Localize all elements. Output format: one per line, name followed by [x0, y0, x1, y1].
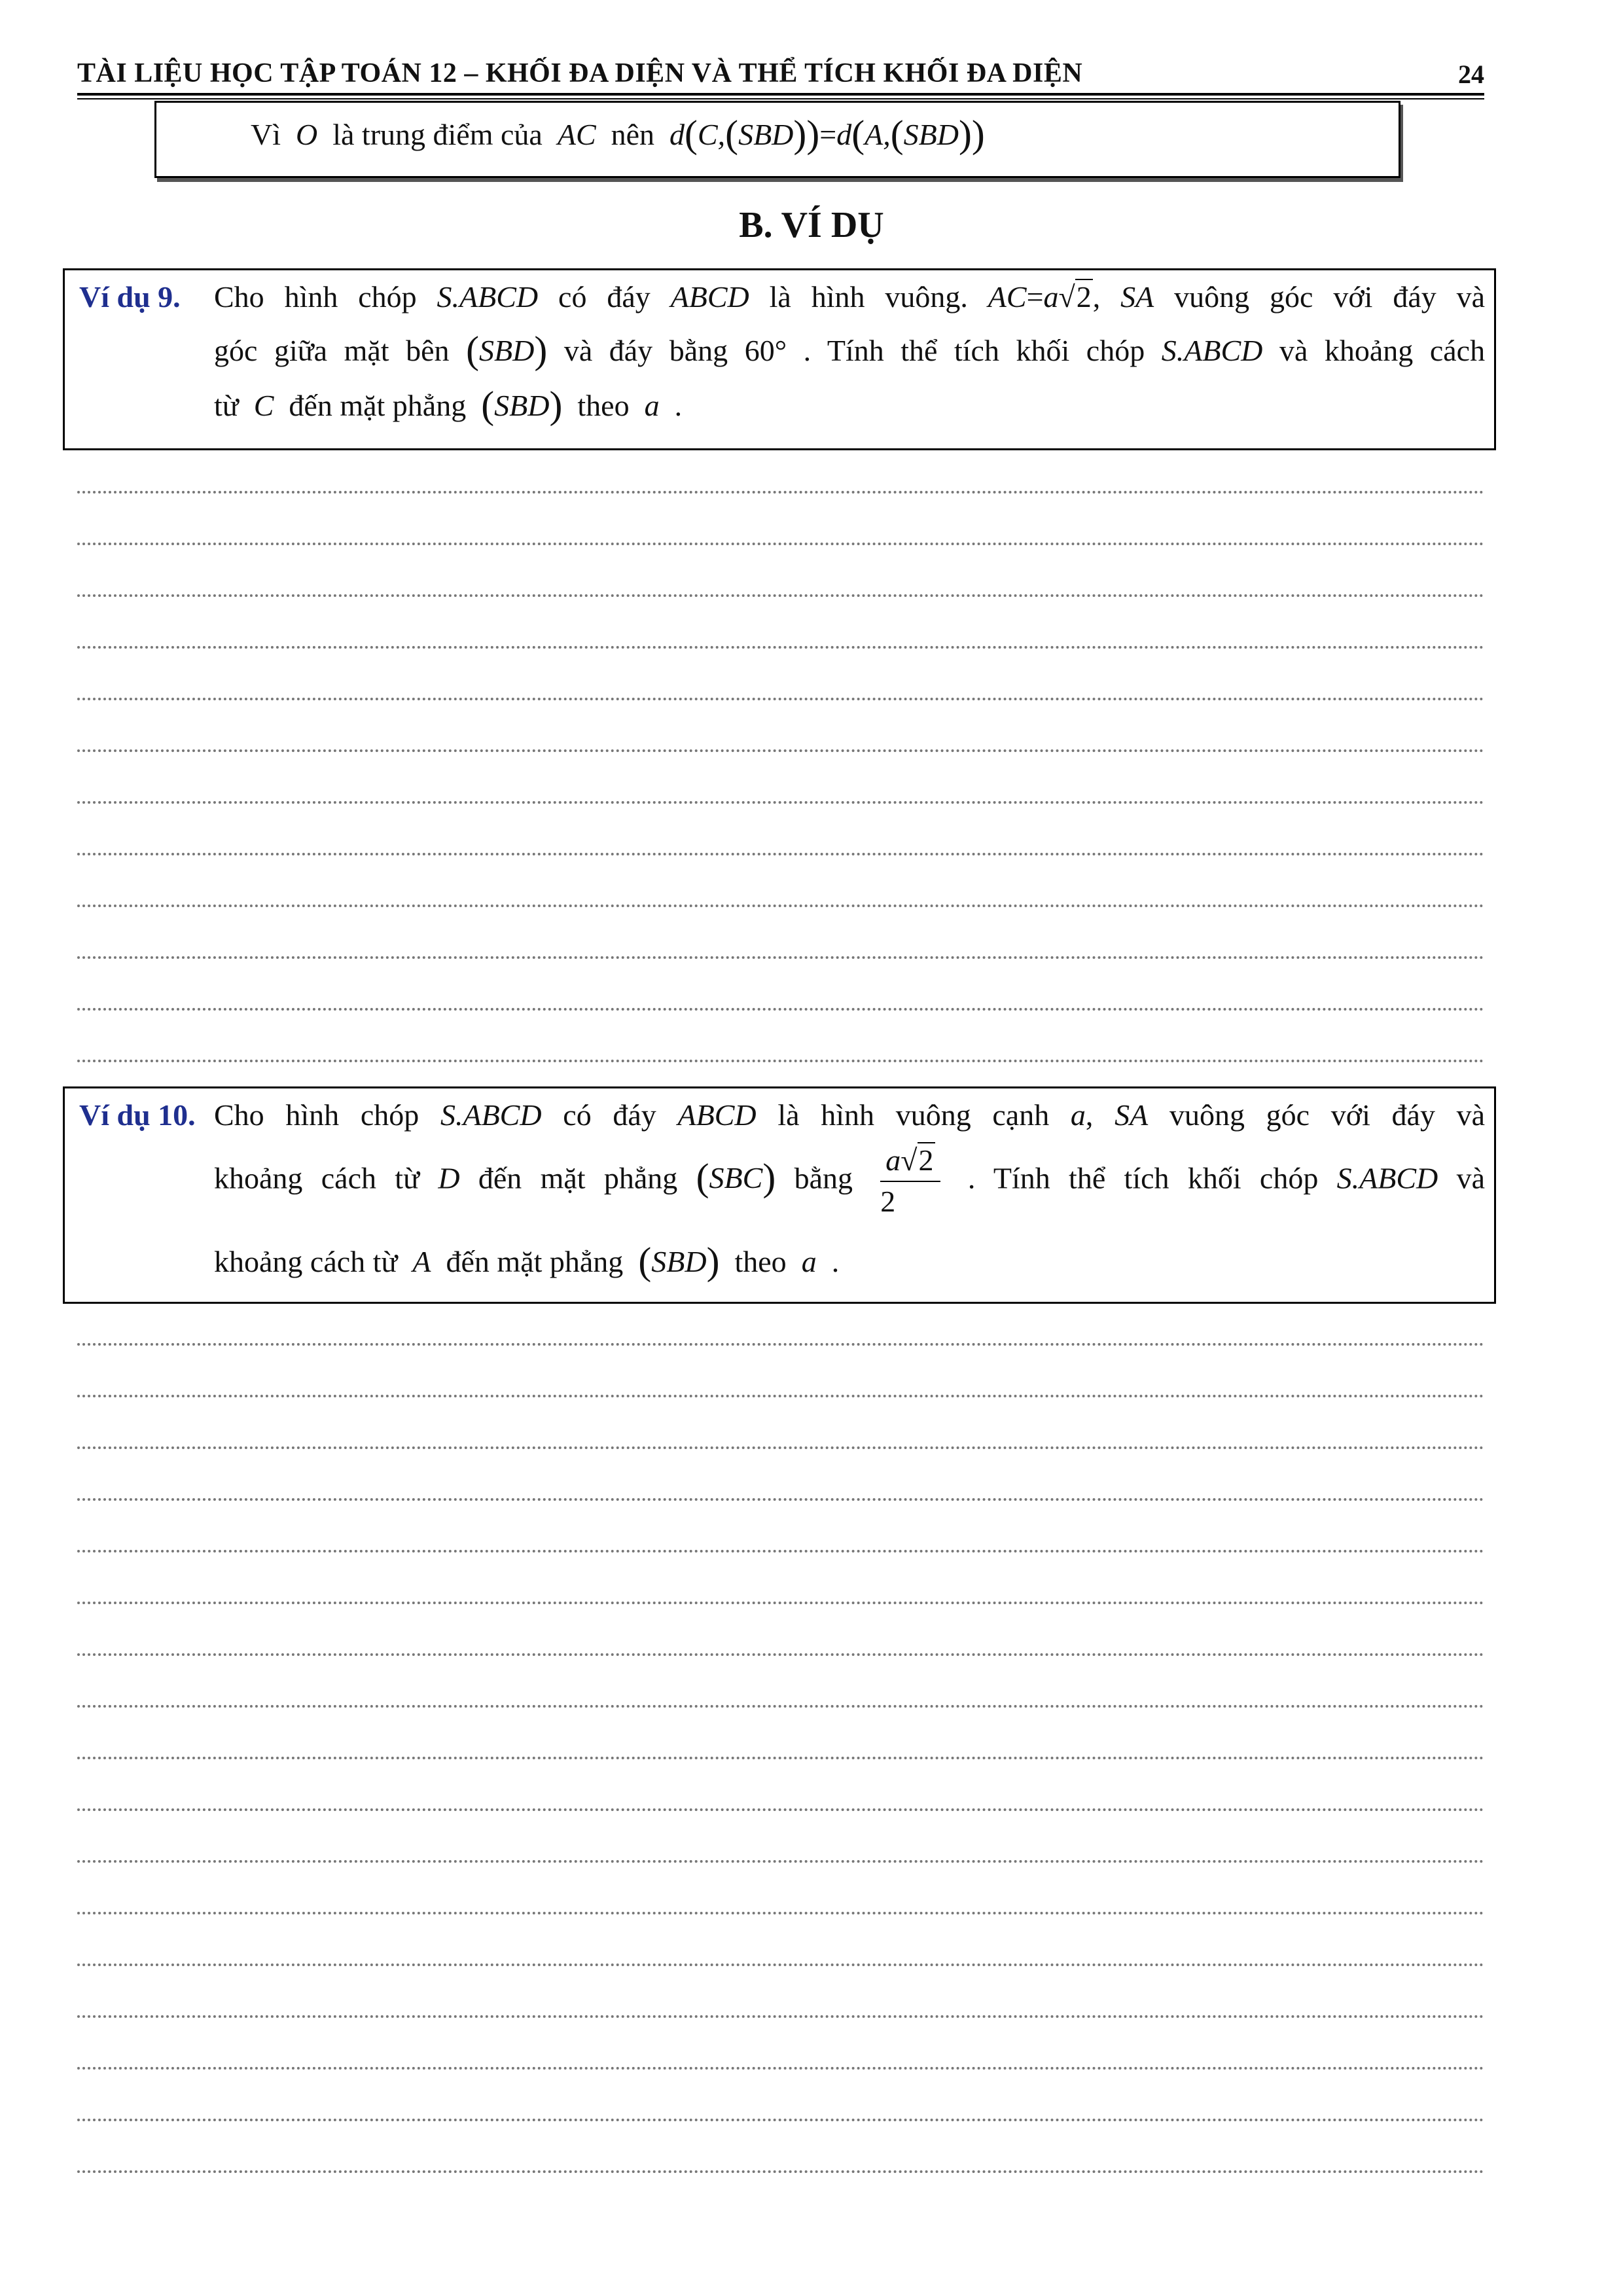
note-segment-ac: AC [557, 118, 596, 151]
answer-line[interactable] [77, 853, 1484, 855]
answer-line[interactable] [77, 491, 1484, 493]
ex9-text: và khoảng cách [1279, 334, 1486, 367]
answer-line[interactable] [77, 956, 1484, 959]
ex10-frac-den: 2 [880, 1184, 896, 1218]
ex9-text: Cho hình chóp [214, 280, 417, 314]
answer-line[interactable] [77, 1912, 1484, 1914]
answer-line[interactable] [77, 698, 1484, 700]
header-rule-thin [77, 98, 1484, 99]
example-9-line-3 [214, 383, 683, 427]
example-9-label: Ví dụ 9. [79, 280, 181, 314]
ex9-text: là hình vuông. [769, 280, 968, 314]
ex10-a: a [1070, 1098, 1086, 1132]
ex10-text: . Tính thể tích khối chóp [967, 1161, 1319, 1195]
ex9-text: từ [214, 389, 239, 422]
example-9-box [63, 268, 1496, 450]
example-9-line-1 [214, 279, 1485, 314]
ex10-text: có đáy [563, 1098, 656, 1132]
ex9-base: ABCD [670, 280, 749, 314]
ex9-a: a [1043, 280, 1059, 314]
ex9-sqrt-arg: 2 [1076, 280, 1092, 314]
example-10-line-3 [214, 1239, 840, 1283]
ex9-comma: , [1092, 280, 1101, 314]
answer-line[interactable] [77, 1395, 1484, 1397]
ex10-text: và [1456, 1161, 1485, 1195]
note-c: C, [697, 118, 726, 151]
ex10-fraction: $\frac{a√2}{2}$ [880, 1143, 940, 1219]
note-point-o: O [296, 118, 318, 151]
ex10-text: khoảng cách từ [214, 1245, 398, 1278]
note-d1: d [669, 118, 685, 151]
ex10-sbd: SBD [651, 1245, 707, 1278]
ex9-text: đến mặt phẳng [289, 389, 467, 422]
ex9-text: góc giữa mặt bên [214, 334, 450, 367]
ex9-plane-sbd: (SBD) [481, 383, 563, 427]
example-10-line-1 [214, 1098, 1485, 1132]
ex10-text: vuông góc với đáy và [1169, 1098, 1486, 1132]
ex10-dot: . [831, 1245, 840, 1278]
ex10-point-a: A [412, 1245, 431, 1278]
answer-line[interactable] [77, 1060, 1484, 1062]
answer-line[interactable] [77, 1757, 1484, 1759]
ex9-pyramid: S.ABCD [1161, 334, 1263, 367]
ex10-text: bằng [794, 1161, 853, 1195]
answer-line[interactable] [77, 1808, 1484, 1811]
ex9-sbd: SBD [479, 334, 535, 367]
ex10-pyramid: S.ABCD [1336, 1161, 1438, 1195]
ex10-sbc: SBC [709, 1161, 763, 1195]
ex10-text: Cho hình chóp [214, 1098, 419, 1132]
note-box [154, 101, 1400, 178]
note-d2: d [836, 118, 852, 151]
ex9-point-c: C [253, 389, 274, 422]
answer-line[interactable] [77, 1446, 1484, 1449]
note-text [251, 112, 985, 156]
note-sbd2: SBD [903, 118, 959, 151]
answer-line[interactable] [77, 1964, 1484, 1966]
ex10-plane-sbc: (SBC) [696, 1156, 776, 1200]
answer-line[interactable] [77, 1008, 1484, 1011]
ex9-text: theo [577, 389, 630, 422]
answer-line[interactable] [77, 2170, 1484, 2173]
example-10-line-2 [214, 1143, 1485, 1219]
answer-line[interactable] [77, 2119, 1484, 2121]
ex10-text: theo [734, 1245, 787, 1278]
ex9-angle: 60° [744, 334, 787, 367]
ex9-ac-formula: AC=a√2 [988, 280, 1092, 314]
ex9-a: a [644, 389, 660, 422]
ex9-text: và đáy bằng [563, 334, 728, 367]
ex9-plane-sbd: (SBD) [466, 328, 548, 372]
note-formula: d(C,(SBD))=d(A,(SBD)) [669, 112, 985, 156]
ex9-dot: . [674, 389, 683, 422]
ex9-text: . Tính thể tích khối chóp [803, 334, 1145, 367]
ex9-sa: SA [1120, 280, 1154, 314]
ex9-sbd: SBD [494, 389, 550, 422]
ex10-a: a [801, 1245, 817, 1278]
answer-line[interactable] [77, 1653, 1484, 1656]
note-midpoint-text: là trung điểm của [332, 118, 543, 151]
ex10-text: đến mặt phẳng [446, 1245, 624, 1278]
ex10-base: ABCD [677, 1098, 757, 1132]
answer-line[interactable] [77, 1705, 1484, 1708]
ex9-text: có đáy [558, 280, 651, 314]
answer-line[interactable] [77, 1860, 1484, 1863]
answer-line[interactable] [77, 749, 1484, 752]
ex10-plane-sbd: (SBD) [638, 1239, 720, 1283]
ex10-frac-a: a [885, 1143, 901, 1177]
ex9-text: vuông góc với đáy và [1174, 280, 1486, 314]
ex10-sa: SA [1115, 1098, 1149, 1132]
example-10-label: Ví dụ 10. [79, 1098, 196, 1132]
example-10-box [63, 1086, 1496, 1304]
note-sbd1: SBD [738, 118, 794, 151]
ex9-eq: = [1026, 280, 1044, 314]
ex10-pyramid: S.ABCD [440, 1098, 542, 1132]
ex10-frac-sqrt-arg: 2 [918, 1143, 934, 1177]
page-number: 24 [1458, 60, 1484, 89]
ex10-text: là hình vuông cạnh [777, 1098, 1050, 1132]
section-title: B. VÍ DỤ [739, 205, 884, 245]
answer-line[interactable] [77, 2067, 1484, 2070]
example-9-line-2 [214, 328, 1486, 372]
answer-line[interactable] [77, 646, 1484, 649]
ex10-text: đến mặt phẳng [478, 1161, 678, 1195]
note-a: A, [865, 118, 891, 151]
answer-line[interactable] [77, 1550, 1484, 1552]
note-prefix: Vì [251, 118, 281, 151]
header-rule-thick [77, 93, 1484, 96]
note-eq: = [819, 118, 837, 151]
answer-line[interactable] [77, 905, 1484, 907]
answer-line[interactable] [77, 543, 1484, 545]
ex10-comma: , [1085, 1098, 1094, 1132]
answer-line[interactable] [77, 1343, 1484, 1346]
header-title: TÀI LIỆU HỌC TẬP TOÁN 12 – KHỐI ĐA DIỆN VÀ THỂ TÍCH KHỐI ĐA DIỆN [77, 58, 1083, 88]
ex9-pyramid: S.ABCD [437, 280, 539, 314]
ex10-point-d: D [438, 1161, 460, 1195]
answer-line[interactable] [77, 1498, 1484, 1501]
ex9-ac: AC [988, 280, 1027, 314]
ex10-text: khoảng cách từ [214, 1161, 420, 1195]
answer-line[interactable] [77, 594, 1484, 597]
page-header [77, 54, 1484, 99]
answer-line[interactable] [77, 2015, 1484, 2018]
answer-line[interactable] [77, 1602, 1484, 1604]
note-nen: nên [611, 118, 655, 151]
answer-line[interactable] [77, 801, 1484, 804]
